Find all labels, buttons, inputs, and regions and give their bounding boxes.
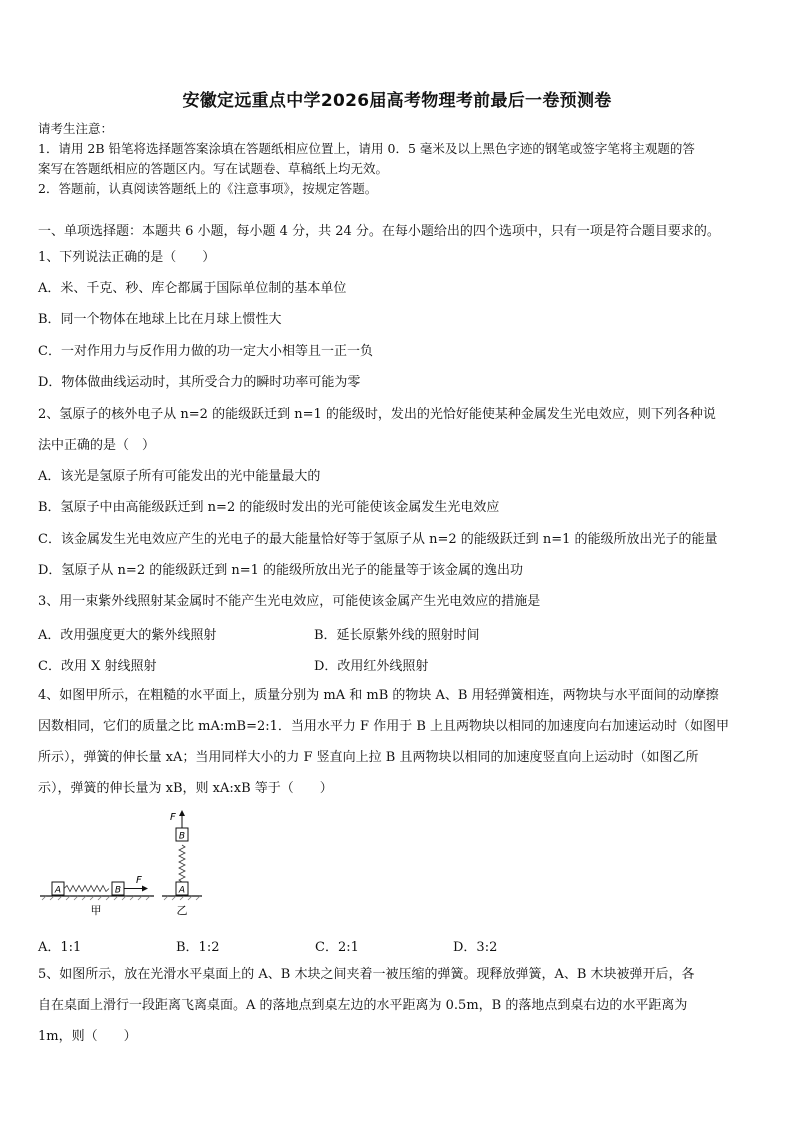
notice-item-1a: 1．请用 2B 铅笔将选择题答案涂填在答题纸相应位置上，请用 0．5 毫米及以上黑色字迹的钢笔或签字笔将主观题的答 [38,141,695,156]
question-3-options-row-1 [38,624,758,643]
question-3-stem: 3、用一束紫外线照射某金属时不能产生光电效应，可能使该金属产生光电效应的措施是 [38,594,541,609]
force-label-jia: F [136,875,142,886]
question-3-option-a: A．改用强度更大的紫外线照射 [38,628,217,643]
figure-jia-caption: 甲 [90,904,102,917]
question-3-options-row-2 [38,655,758,674]
question-4-stem-2: 因数相同，它们的质量之比 mA:mB=2:1．当用水平力 F 作用于 B 上且两物块以相同的加速度向右加速运动时（如图甲 [38,719,730,734]
question-4-stem-4: 示），弹簧的伸长量为 xB，则 xA:xB 等于（ ） [38,781,333,796]
question-1-option-b: B．同一个物体在地球上比在月球上惯性大 [38,312,282,327]
question-2-option-b: B．氢原子中由高能级跃迁到 n=2 的能级时发出的光可能使该金属发生光电效应 [38,500,500,515]
question-4-option-d: D．3:2 [453,940,498,955]
question-4-option-a: A．1:1 [38,940,82,955]
figure-yi [162,810,202,917]
question-3-option-c: C．改用 X 射线照射 [38,659,157,674]
spring-yi [179,845,185,882]
notice-item-2: 2．答题前，认真阅读答题纸上的《注意事项》，按规定答题。 [38,181,378,196]
question-2-option-c: C．该金属发生光电效应产生的光电子的最大能量恰好等于氢原子从 n=2 的能级跃迁到 n=1 的能级所放出光子的能量 [38,532,718,547]
question-4-figure [36,808,206,920]
section-heading: 一、单项选择题：本题共 6 小题，每小题 4 分，共 24 分。在每小题给出的四个选项中，只有一项是符合题目要求的。 [38,224,720,239]
force-arrowhead-yi [179,810,185,816]
question-3-option-b: B．延长原紫外线的照射时间 [314,628,480,643]
block-b-yi-label: B [178,831,186,842]
block-a-yi-label: A [178,885,186,896]
question-2-option-d: D．氢原子从 n=2 的能级跃迁到 n=1 的能级所放出光子的能量等于该金属的逸出功 [38,563,524,578]
block-b-jia-label: B [114,885,122,896]
question-4-stem-1: 4、如图甲所示，在粗糙的水平面上，质量分别为 mA 和 mB 的物块 A、B 用轻弹簧相连，两物块与水平面间的动摩擦 [38,688,719,703]
question-1-option-a: A．米、千克、秒、库仑都属于国际单位制的基本单位 [38,281,347,296]
block-a-jia-label: A [54,885,62,896]
question-2-option-a: A．该光是氢原子所有可能发出的光中能量最大的 [38,469,321,484]
question-5-stem-1: 5、如图所示，放在光滑水平桌面上的 A、B 木块之间夹着一被压缩的弹簧。现释放弹簧，A、B 木块被弹开后，各 [38,967,695,982]
notice-heading: 请考生注意： [38,121,114,136]
figure-yi-caption: 乙 [176,904,188,917]
question-2-stem-2: 法中正确的是（ ） [38,438,156,453]
question-5-stem-3: 1m，则（ ） [38,1029,137,1044]
question-4-option-b: B．1:2 [176,940,220,955]
notice-item-1b: 案写在答题纸相应的答题区内。写在试题卷、草稿纸上均无效。 [38,161,389,176]
force-label-yi: F [170,812,176,823]
question-3-option-d: D．改用红外线照射 [314,659,429,674]
force-arrowhead-jia [142,886,148,892]
question-4-option-c: C．2:1 [315,940,359,955]
spring-jia [64,886,109,892]
question-1-stem: 1、下列说法正确的是（ ） [38,250,216,265]
question-2-stem-1: 2、氢原子的核外电子从 n=2 的能级跃迁到 n=1 的能级时，发出的光恰好能使某种金属发生光电效应，则下列各种说 [38,407,716,422]
question-5-stem-2: 自在桌面上滑行一段距离飞离桌面。A 的落地点到桌左边的水平距离为 0.5m，B 的落地点到桌右边的水平距离为 [38,998,688,1013]
question-1-option-d: D．物体做曲线运动时，其所受合力的瞬时功率可能为零 [38,375,361,390]
question-1-option-c: C．一对作用力与反作用力做的功一定大小相等且一正一负 [38,344,373,359]
figure-jia [40,875,154,917]
question-4-stem-3: 所示），弹簧的伸长量 xA；当用同样大小的力 F 竖直向上拉 B 且两物块以相同的加速度竖直向上运动时（如图乙所 [38,750,699,765]
page-title: 安徽定远重点中学2026届高考物理考前最后一卷预测卷 [182,91,612,111]
